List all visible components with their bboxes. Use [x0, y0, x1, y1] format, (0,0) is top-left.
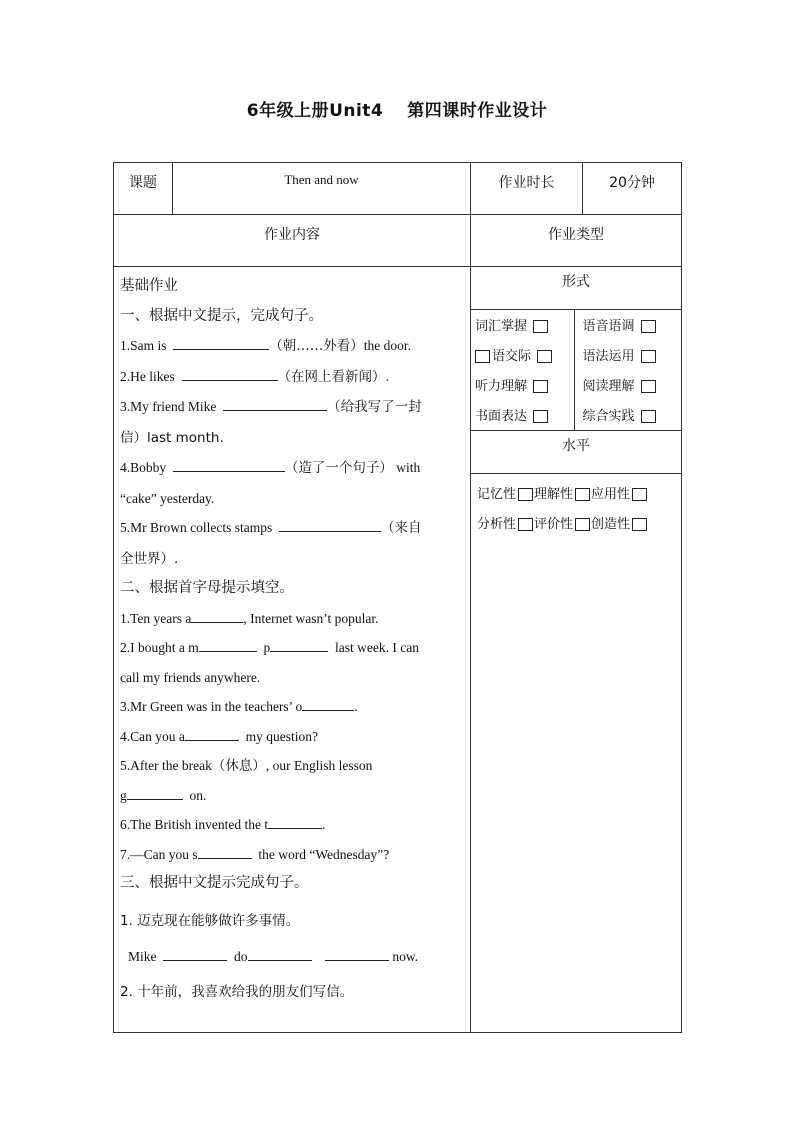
s1-question-5: 5.Mr Brown collects stamps （来自	[120, 513, 464, 544]
answer-blank[interactable]	[173, 335, 269, 350]
homework-types	[471, 267, 682, 1033]
s2-question-4: 4.Can you a my question?	[120, 722, 464, 752]
checkbox[interactable]	[575, 488, 590, 501]
s2-question-2: 2.I bought a m p last week. I can	[120, 633, 464, 663]
checkbox[interactable]	[641, 320, 656, 333]
checkbox[interactable]	[632, 518, 647, 531]
form-col-right	[574, 310, 682, 430]
content-label: 作业内容	[114, 215, 471, 267]
checkbox[interactable]	[533, 320, 548, 333]
s1-question-4: 4.Bobby （造了一个句子） with	[120, 453, 464, 484]
answer-blank[interactable]	[199, 637, 257, 652]
answer-blank[interactable]	[127, 785, 183, 800]
topic-value: Then and now	[173, 163, 471, 215]
s3-question-1-zh: 1. 迈克现在能够做许多事情。	[120, 912, 300, 929]
answer-blank[interactable]	[191, 608, 243, 623]
duration-value: 20分钟	[583, 163, 682, 215]
form-option: 听力理解	[475, 372, 570, 402]
s2-question-2-cont: call my friends anywhere.	[120, 669, 261, 685]
s2-question-5-cont: g on.	[120, 781, 464, 811]
level-row-1: 记忆性 理解性 应用性	[477, 480, 675, 510]
checkbox[interactable]	[518, 488, 533, 501]
homework-table	[113, 162, 682, 1033]
type-label: 作业类型	[471, 215, 682, 267]
s1-question-3: 3.My friend Mike （给我写了一封	[120, 392, 464, 423]
form-label: 形式	[471, 267, 681, 310]
basic-label: 基础作业	[120, 278, 178, 294]
s2-question-5: 5.After the break（休息）, our English lesson	[120, 758, 373, 773]
checkbox[interactable]	[533, 380, 548, 393]
form-option: 阅读理解	[583, 372, 678, 402]
checkbox[interactable]	[632, 488, 647, 501]
answer-blank[interactable]	[268, 814, 322, 829]
title-grade: 6年级上册Unit4	[246, 101, 384, 121]
section2-heading: 二、根据首字母提示填空。	[120, 580, 294, 596]
answer-blank[interactable]	[270, 637, 328, 652]
form-option: 语法运用	[583, 342, 678, 372]
answer-blank[interactable]	[325, 946, 389, 961]
s2-question-6: 6.The British invented the t .	[120, 810, 464, 840]
form-options	[471, 310, 681, 431]
duration-label: 作业时长	[471, 163, 583, 215]
s2-question-7: 7.—Can you s the word “Wednesday”?	[120, 840, 464, 870]
checkbox[interactable]	[475, 350, 490, 363]
answer-blank[interactable]	[182, 366, 278, 381]
checkbox[interactable]	[537, 350, 552, 363]
page-title	[0, 96, 794, 121]
form-col-left	[471, 310, 574, 430]
checkbox[interactable]	[575, 518, 590, 531]
answer-blank[interactable]	[185, 726, 239, 741]
checkbox[interactable]	[518, 518, 533, 531]
s1-question-3-cont: 信）last month.	[120, 429, 224, 446]
level-row-2: 分析性 评价性 创造性	[477, 510, 675, 540]
form-option: 书面表达	[475, 402, 570, 432]
answer-blank[interactable]	[279, 517, 381, 532]
s1-question-4-cont: “cake” yesterday.	[120, 490, 215, 506]
answer-blank[interactable]	[248, 946, 312, 961]
answer-blank[interactable]	[173, 457, 285, 472]
s1-question-2: 2.He likes （在网上看新闻）.	[120, 362, 464, 393]
s2-question-1: 1.Ten years a , Internet wasn’t popular.	[120, 604, 464, 634]
s1-question-1: 1.Sam is （朝……外看）the door.	[120, 331, 464, 362]
level-options	[471, 474, 681, 546]
answer-blank[interactable]	[223, 396, 327, 411]
s2-question-3: 3.Mr Green was in the teachers’ o .	[120, 692, 464, 722]
section3-heading: 三、根据中文提示完成句子。	[120, 875, 309, 891]
title-lesson: 第四课时作业设计	[407, 101, 548, 121]
checkbox[interactable]	[641, 350, 656, 363]
topic-label: 课题	[114, 163, 173, 215]
form-option: 语音语调	[583, 312, 678, 342]
checkbox[interactable]	[533, 410, 548, 423]
homework-content	[114, 267, 471, 1033]
answer-blank[interactable]	[302, 696, 354, 711]
s3-question-2-zh: 2. 十年前，我喜欢给我的朋友们写信。	[120, 983, 354, 1000]
answer-blank[interactable]	[163, 946, 227, 961]
s3-question-1-en: Mike do now.	[120, 942, 464, 972]
checkbox[interactable]	[641, 410, 656, 423]
form-option: 语交际	[475, 342, 570, 372]
section1-heading: 一、根据中文提示，完成句子。	[120, 307, 323, 324]
answer-blank[interactable]	[198, 844, 252, 859]
form-option: 综合实践	[583, 402, 678, 432]
checkbox[interactable]	[641, 380, 656, 393]
s1-question-5-cont: 全世界）.	[120, 550, 179, 567]
form-option: 词汇掌握	[475, 312, 570, 342]
level-label: 水平	[471, 431, 681, 474]
